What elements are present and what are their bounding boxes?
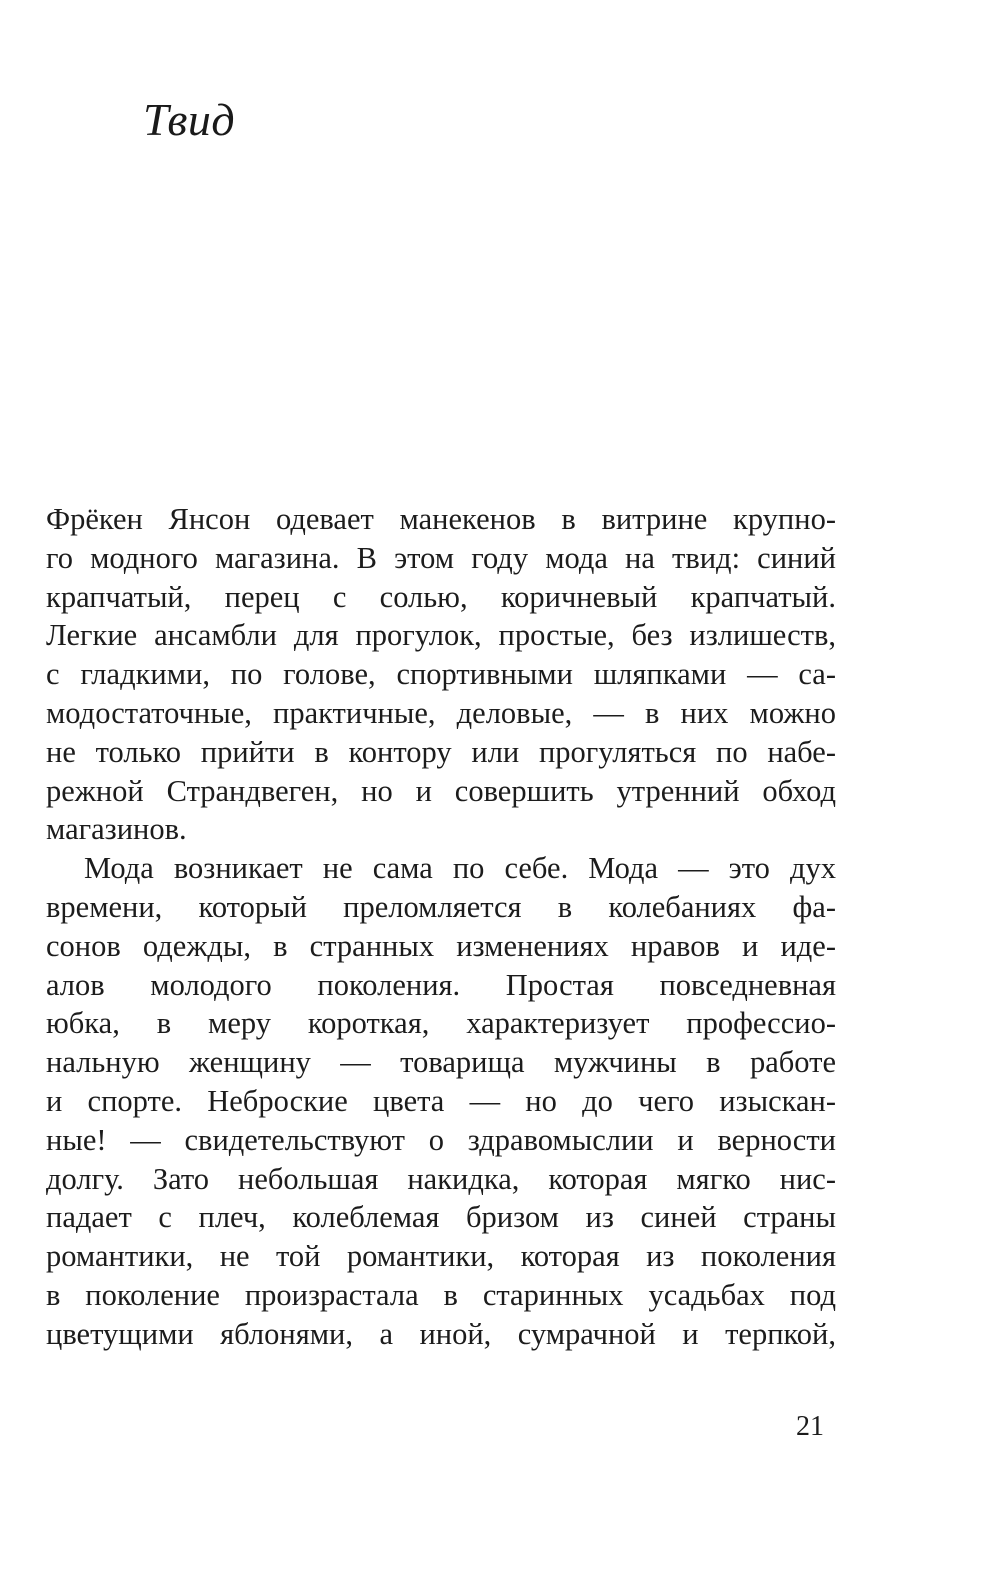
text-line: Легкие ансамбли для прогулок, простые, без излишеств, bbox=[46, 618, 836, 653]
text-line: го модного магазина. В этом году мода на твид: синий bbox=[46, 540, 836, 575]
text-line: не только прийти в контору или прогуляться по набе- bbox=[46, 734, 836, 769]
text-line: нальную женщину — товарища мужчины в работе bbox=[46, 1045, 836, 1080]
body-text bbox=[46, 500, 836, 1354]
text-line: Мода возникает не сама по себе. Мода — это дух bbox=[84, 851, 836, 886]
chapter-title: Твид bbox=[143, 94, 236, 145]
text-line: Фрёкен Янсон одевает манекенов в витрине крупно- bbox=[46, 502, 836, 536]
paragraph-1 bbox=[46, 500, 836, 849]
text-line: и спорте. Неброские цвета — но до чего изыскан- bbox=[46, 1083, 836, 1118]
text-line: сонов одежды, в странных изменениях нравов и иде- bbox=[46, 928, 836, 963]
text-line: магазинов. bbox=[46, 812, 187, 847]
text-line: алов молодого поколения. Простая повседневная bbox=[46, 967, 836, 1002]
text-line: времени, который преломляется в колебаниях фа- bbox=[46, 889, 836, 924]
text-line: модостаточные, практичные, деловые, — в них можно bbox=[46, 695, 836, 730]
text-line: юбка, в меру короткая, характеризует профессио- bbox=[46, 1006, 836, 1041]
text-line: цветущими яблонями, а иной, сумрачной и терпкой, bbox=[46, 1316, 836, 1351]
text-line: режной Страндвеген, но и совершить утренний обход bbox=[46, 773, 836, 808]
text-line: крапчатый, перец с солью, коричневый крапчатый. bbox=[46, 579, 836, 614]
text-line: с гладкими, по голове, спортивными шляпками — са- bbox=[46, 657, 836, 692]
paragraph-2 bbox=[46, 849, 836, 1353]
text-line: романтики, не той романтики, которая из поколения bbox=[46, 1239, 836, 1274]
text-line: ные! — свидетельствуют о здравомыслии и верности bbox=[46, 1122, 836, 1157]
text-line: в поколение произрастала в старинных усадьбах под bbox=[46, 1277, 836, 1312]
page-number: 21 bbox=[796, 1411, 824, 1442]
text-line: падает с плеч, колеблемая бризом из синей страны bbox=[46, 1200, 836, 1235]
text-line: долгу. Зато небольшая накидка, которая мягко нис- bbox=[46, 1161, 836, 1196]
